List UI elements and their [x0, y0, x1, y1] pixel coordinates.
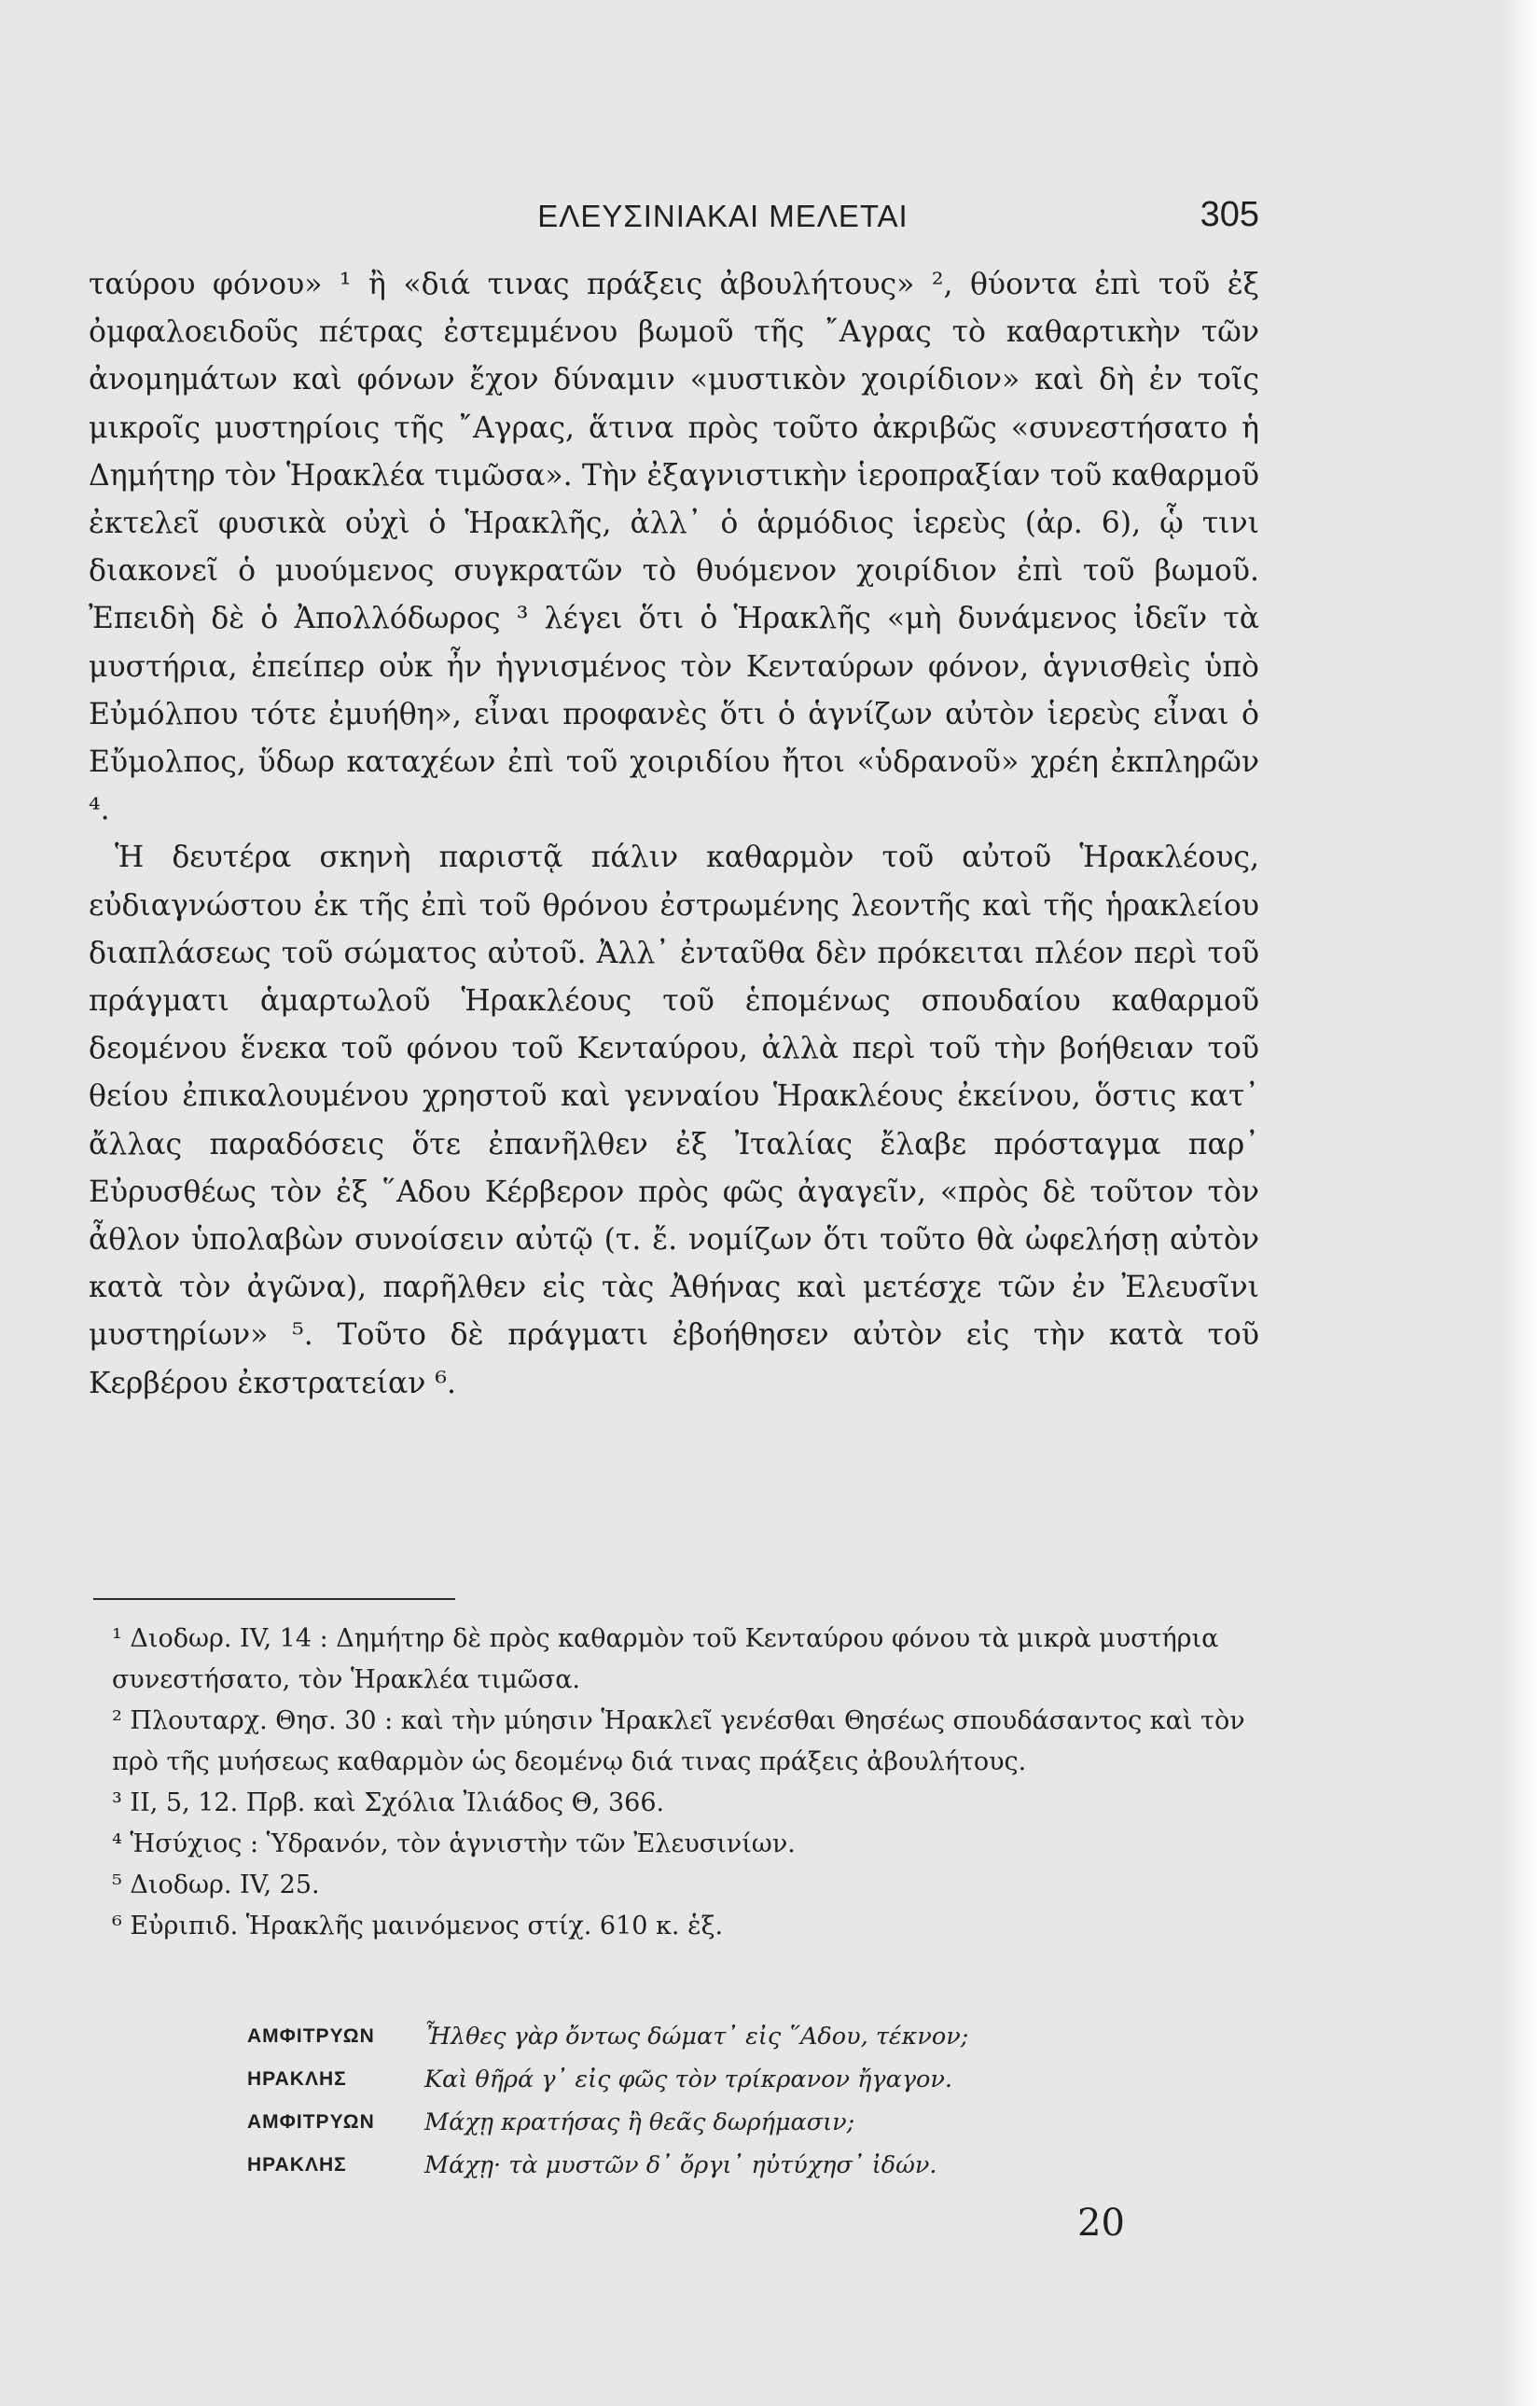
- main-text: [89, 261, 1259, 1408]
- page-number: 305: [1200, 195, 1259, 234]
- verse-quotation: [247, 2015, 1087, 2187]
- footnote: ³ II, 5, 12. Πρβ. καὶ Σχόλια Ἰλιάδος Θ, 366.: [112, 1788, 665, 1817]
- verse-text: Μάχῃ κρατήσας ἢ θεᾶς δωρήμασιν;: [424, 2108, 855, 2136]
- footnote: ⁵ Διοδωρ. IV, 25.: [112, 1871, 320, 1899]
- footnote: ⁶ Εὐριπιδ. Ἡρακλῆς μαινόμενος στίχ. 610 κ. ἑξ.: [112, 1912, 724, 1940]
- verse-text: Ἦλθες γὰρ ὄντως δώματ᾽ εἰς ῞Αδου, τέκνον;: [424, 2023, 969, 2051]
- footnote: ⁴ Ἡσύχιος : Ὑδρανόν, τὸν ἁγνιστὴν τῶν Ἐλευσινίων.: [112, 1829, 796, 1858]
- signature-mark: 20: [1077, 2202, 1125, 2245]
- verse-text: Μάχῃ· τὰ μυστῶν δ᾽ ὄργι᾽ ηὐτύχησ᾽ ἰδών.: [424, 2151, 937, 2179]
- running-head: ΕΛΕΥΣΙΝΙΑΚΑΙ ΜΕΛΕΤΑΙ: [537, 199, 909, 233]
- verse-line: [247, 2144, 1087, 2187]
- footnote: ² Πλουταρχ. Θησ. 30 : καὶ τὴν μύησιν Ἡρακλεῖ γενέσθαι Θησέως σπουδάσαντος καὶ τὸν πρὸ τῆς μυήσεως καθαρμὸν ὡς δεομένῳ διά τινας πράξεις ἀβουλήτους.: [112, 1706, 1245, 1776]
- page-header: [187, 191, 1259, 247]
- footnotes: [112, 1619, 1259, 1947]
- paragraph: Ἡ δευτέρα σκηνὴ παριστᾷ πάλιν καθαρμὸν τοῦ αὐτοῦ Ἡρακλέους, εὐδιαγνώστου ἐκ τῆς ἐπὶ τοῦ θρόνου ἐστρωμένης λεοντῆς καὶ τῆς ἡρακλείου διαπλάσεως τοῦ σώματος αὐτοῦ. Ἀλλ᾽ ἐνταῦθα δὲν πρόκειται πλέον περὶ τοῦ πράγματι ἁμαρτωλοῦ Ἡρακλέους τοῦ ἑπομένως σπουδαίου καθαρμοῦ δεομένου ἕνεκα τοῦ φόνου τοῦ Κενταύρου, ἀλλὰ περὶ τοῦ τὴν βοήθειαν τοῦ θείου ἐπικαλουμένου χρηστοῦ καὶ γενναίου Ἡρακλέους ἐκείνου, ὅστις κατ᾽ ἄλλας παραδόσεις ὅτε ἐπανῆλθεν ἐξ Ἰταλίας ἔλαβε πρόσταγμα παρ᾽ Εὐρυσθέως τὸν ἐξ ῞Αδου Κέρβερον πρὸς φῶς ἀγαγεῖν, «πρὸς δὲ τοῦτον τὸν ἆθλον ὑπολαβὼν συνοίσειν αὐτῷ (τ. ἔ. νομίζων ὅτι τοῦτο θὰ ὠφελήσῃ αὐτὸν κατὰ τὸν ἀγῶνα), παρῆλθεν εἰς τὰς Ἀθήνας καὶ μετέσχε τῶν ἐν Ἐλευσῖνι μυστηρίων» ⁵. Τοῦτο δὲ πράγματι ἐβοήθησεν αὐτὸν εἰς τὴν κατὰ τοῦ Κερβέρου ἐκστρατείαν ⁶.: [89, 841, 1259, 1400]
- verse-text: Καὶ θῆρά γ᾽ εἰς φῶς τὸν τρίκρανον ἤγαγον.: [424, 2065, 953, 2093]
- speaker-name: ΑΜΦΙΤΡΥΩΝ: [247, 2111, 375, 2133]
- verse-line: [247, 2058, 1087, 2101]
- speaker-name: ΗΡΑΚΛΗΣ: [247, 2154, 347, 2176]
- footnote: ¹ Διοδωρ. IV, 14 : Δημήτηρ δὲ πρὸς καθαρμὸν τοῦ Κενταύρου φόνου τὰ μικρὰ μυστήρια συνεστήσατο, τὸν Ἡρακλέα τιμῶσα.: [112, 1624, 1219, 1694]
- speaker-name: ΑΜΦΙΤΡΥΩΝ: [247, 2025, 375, 2047]
- footnote-separator: [93, 1598, 455, 1600]
- verse-line: [247, 2101, 1087, 2144]
- verse-line: [247, 2015, 1087, 2058]
- speaker-name: ΗΡΑΚΛΗΣ: [247, 2068, 347, 2090]
- paragraph: ταύρου φόνου» ¹ ἢ «διά τινας πράξεις ἀβουλήτους» ², θύοντα ἐπὶ τοῦ ἐξ ὀμφαλοειδοῦς πέτρας ἐστεμμένου βωμοῦ τῆς ῎Αγρας τὸ καθαρτικὴν τῶν ἀνομημάτων καὶ φόνων ἔχον δύναμιν «μυστικὸν χοιρίδιον» καὶ δὴ ἐν τοῖς μικροῖς μυστηρίοις τῆς ῎Αγρας, ἅτινα πρὸς τοῦτο ἀκριβῶς «συνεστήσατο ἡ Δημήτηρ τὸν Ἡρακλέα τιμῶσα». Τὴν ἐξαγνιστικὴν ἱεροπραξίαν τοῦ καθαρμοῦ ἐκτελεῖ φυσικὰ οὐχὶ ὁ Ἡρακλῆς, ἀλλ᾽ ὁ ἁρμόδιος ἱερεὺς (ἀρ. 6), ᾧ τινι διακονεῖ ὁ μυούμενος συγκρατῶν τὸ θυόμενον χοιρίδιον ἐπὶ τοῦ βωμοῦ. Ἐπειδὴ δὲ ὁ Ἀπολλόδωρος ³ λέγει ὅτι ὁ Ἡρακλῆς «μὴ δυνάμενος ἰδεῖν τὰ μυστήρια, ἐπείπερ οὐκ ἦν ἡγνισμένος τὸν Κενταύρων φόνον, ἁγνισθεὶς ὑπὸ Εὐμόλπου τότε ἐμυήθη», εἶναι προφανὲς ὅτι ὁ ἁγνίζων αὐτὸν ἱερεὺς εἶναι ὁ Εὔμολπος, ὕδωρ καταχέων ἐπὶ τοῦ χοιριδίου ἤτοι «ὑδρανοῦ» χρέη ἐκπληρῶν ⁴.: [89, 268, 1259, 827]
